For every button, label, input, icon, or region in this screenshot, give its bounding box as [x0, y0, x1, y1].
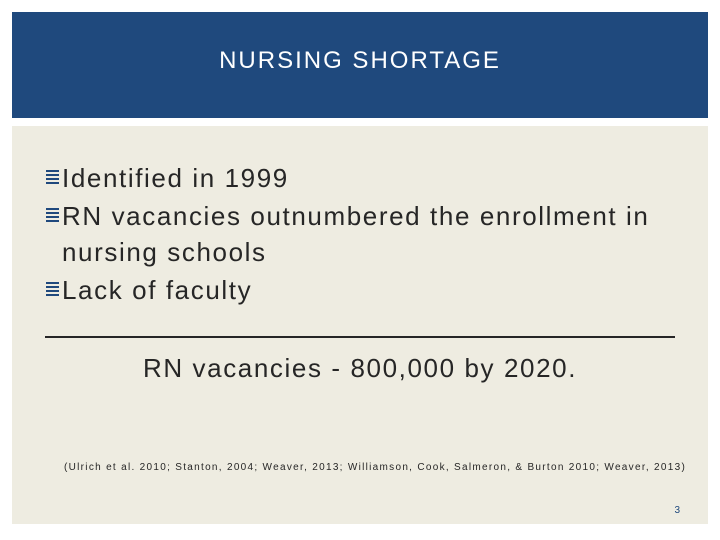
title-band [12, 12, 708, 118]
bullet-list [36, 160, 696, 310]
bullet-item [36, 160, 696, 196]
bullet-text: Lack of faculty [62, 275, 253, 305]
slide-title: NURSING SHORTAGE [219, 47, 501, 74]
divider-line [45, 336, 675, 338]
bullet-marker-icon [46, 282, 59, 296]
citation-text: (Ulrich et al. 2010; Stanton, 2004; Weaver, 2013; Williamson, Cook, Salmeron, & Burton 2010; Weaver, 2013) [64, 462, 687, 473]
bullet-marker-icon [46, 170, 59, 184]
bullet-text: Identified in 1999 [62, 163, 289, 193]
bullet-marker-icon [46, 208, 59, 222]
page-number: 3 [674, 505, 680, 516]
bullet-text: RN vacancies outnumbered the enrollment in nursing schools [62, 201, 650, 267]
bullet-item [36, 272, 696, 308]
summary-text: RN vacancies - 800,000 by 2020. [142, 353, 578, 383]
bullet-item [36, 198, 696, 270]
